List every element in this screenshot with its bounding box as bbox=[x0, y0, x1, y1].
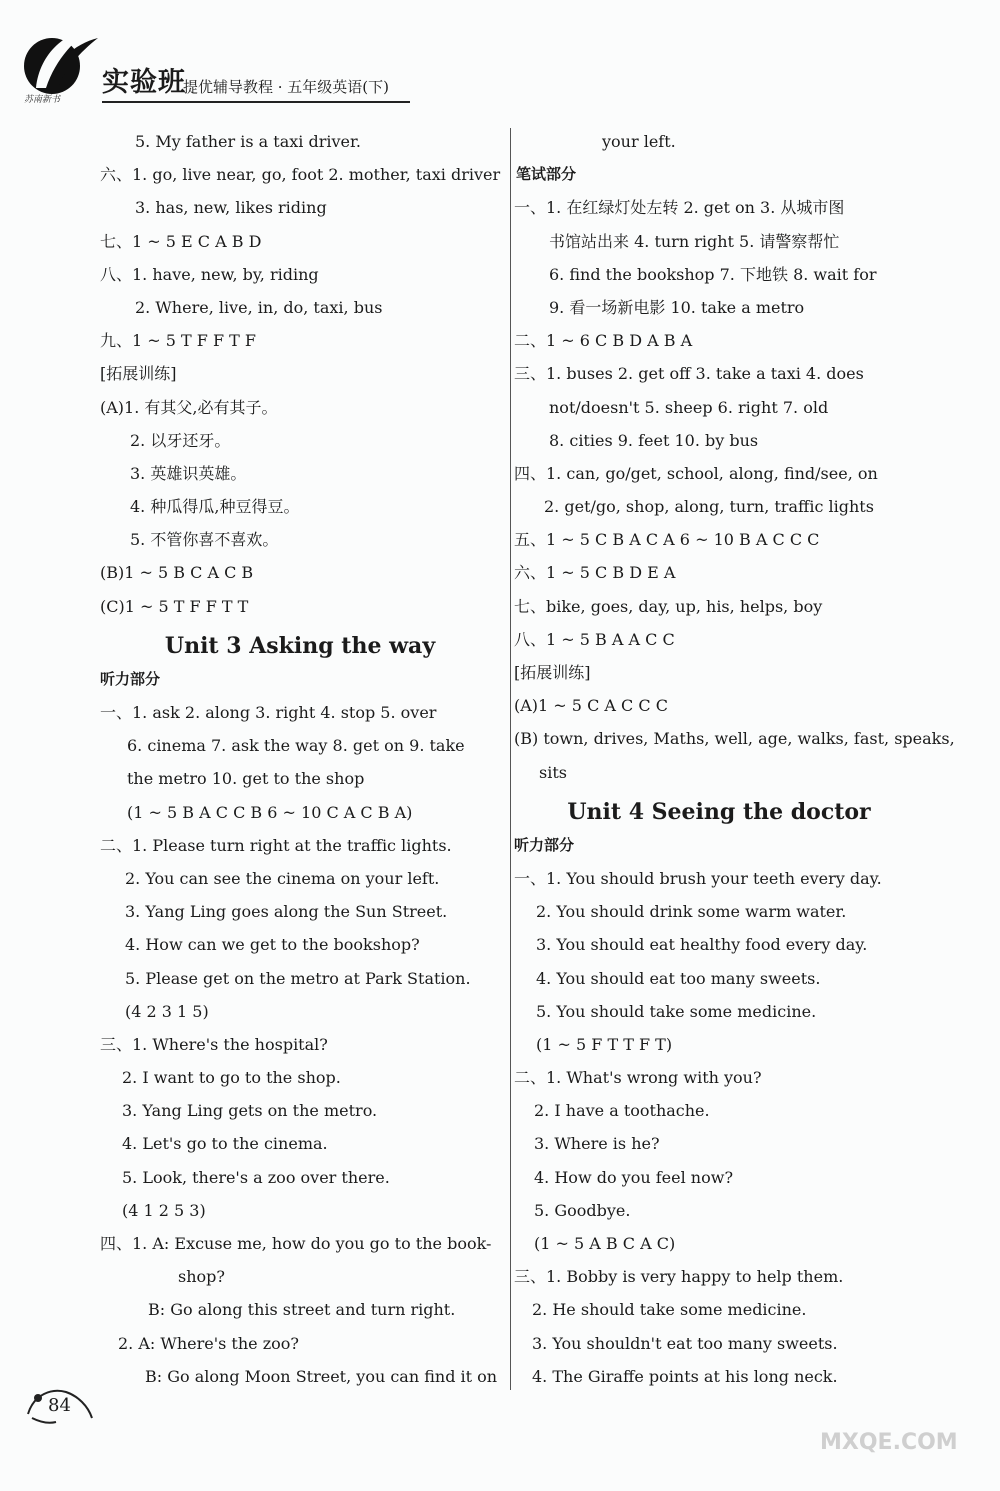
page-number: 84 bbox=[48, 1395, 71, 1416]
answer-line: 4. How can we get to the bookshop? bbox=[125, 935, 420, 955]
answer-line: 一、1. 在红绿灯处左转 2. get on 3. 从城市图 bbox=[514, 198, 845, 218]
answer-line: 九、1 ~ 5 T F F T F bbox=[100, 331, 257, 351]
watermark-text: MXQE.COM bbox=[820, 1430, 958, 1455]
answer-line: 2. A: Where's the zoo? bbox=[118, 1333, 299, 1353]
answer-line: 书馆站出来 4. turn right 5. 请警察帮忙 bbox=[549, 231, 840, 251]
answer-line: (A)1. 有其父,必有其子。 bbox=[100, 397, 278, 417]
answer-line: 一、1. ask 2. along 3. right 4. stop 5. over bbox=[100, 703, 437, 722]
answer-line: 4. How do you feel now? bbox=[534, 1167, 734, 1187]
answer-line: (B)1 ~ 5 B C A C B bbox=[100, 563, 254, 583]
answer-line: 三、1. buses 2. get off 3. take a taxi 4. does bbox=[514, 364, 864, 384]
answer-line: 3. Where is he? bbox=[534, 1134, 660, 1154]
answer-line: 4. 种瓜得瓜,种豆得豆。 bbox=[130, 497, 300, 517]
answer-line: 七、bike, goes, day, up, his, helps, boy bbox=[514, 596, 823, 616]
answer-line: 2. I have a toothache. bbox=[534, 1101, 710, 1121]
book-subtitle: 提优辅导教程 · 五年级英语(下) bbox=[183, 78, 390, 96]
answer-line: 6. find the bookshop 7. 下地铁 8. wait for bbox=[549, 264, 877, 284]
answer-line: 三、1. Where's the hospital? bbox=[100, 1034, 328, 1054]
answer-line: 5. My father is a taxi driver. bbox=[135, 132, 361, 151]
answer-line: B: Go along this street and turn right. bbox=[148, 1300, 456, 1320]
answer-line: 5. 不管你喜不喜欢。 bbox=[130, 530, 279, 550]
answer-line: 3. You shouldn't eat too many sweets. bbox=[532, 1333, 838, 1353]
answer-line: (1 ~ 5 B A C C B 6 ~ 10 C A C B A) bbox=[127, 802, 413, 822]
answer-line: 3. has, new, likes riding bbox=[135, 198, 327, 218]
answer-line: 2. You should drink some warm water. bbox=[536, 902, 847, 922]
answer-line: 2. get/go, shop, along, turn, traffic lights bbox=[544, 497, 874, 517]
answer-line: 五、1 ~ 5 C B A C A 6 ~ 10 B A C C C bbox=[514, 530, 820, 550]
unit-heading: Unit 3 Asking the way bbox=[164, 632, 436, 659]
answer-line: 4. Let's go to the cinema. bbox=[122, 1134, 328, 1154]
answer-line: 3. You should eat healthy food every day. bbox=[536, 935, 868, 955]
answer-line: 四、1. can, go/get, school, along, find/see, on bbox=[514, 463, 878, 483]
answer-line: 5. Please get on the metro at Park Station. bbox=[125, 968, 471, 988]
answer-line: (B) town, drives, Maths, well, age, walks, fast, speaks, bbox=[514, 729, 955, 749]
header-rule bbox=[102, 101, 410, 103]
answer-line: 六、1. go, live near, go, foot 2. mother, taxi driver bbox=[100, 165, 501, 185]
answer-line: 3. 英雄识英雄。 bbox=[130, 463, 247, 483]
answer-line: 4. You should eat too many sweets. bbox=[536, 968, 821, 988]
answer-line: [拓展训练] bbox=[100, 364, 177, 384]
answer-line: 2. Where, live, in, do, taxi, bus bbox=[135, 297, 383, 317]
brand-title: 实验班 bbox=[102, 67, 186, 98]
answer-line: 4. The Giraffe points at his long neck. bbox=[532, 1366, 838, 1386]
answer-line: 9. 看一场新电影 10. take a metro bbox=[549, 297, 805, 317]
answer-line: 5. Look, there's a zoo over there. bbox=[122, 1167, 390, 1187]
section-label: 笔试部分 bbox=[516, 165, 577, 184]
answer-line: 四、1. A: Excuse me, how do you go to the book- bbox=[100, 1234, 492, 1253]
section-label: 听力部分 bbox=[100, 669, 161, 688]
answer-line: 八、1 ~ 5 B A A C C bbox=[514, 629, 675, 649]
answer-line: 3. Yang Ling gets on the metro. bbox=[122, 1101, 378, 1121]
answer-line: not/doesn't 5. sheep 6. right 7. old bbox=[549, 397, 829, 417]
answer-line: 二、1 ~ 6 C B D A B A bbox=[514, 331, 693, 351]
answer-line: sits bbox=[539, 762, 567, 782]
right-column bbox=[514, 125, 955, 1393]
answer-line: 二、1. What's wrong with you? bbox=[514, 1068, 762, 1088]
answer-line: your left. bbox=[602, 132, 676, 151]
answer-line: 3. Yang Ling goes along the Sun Street. bbox=[125, 902, 448, 922]
column-divider bbox=[510, 128, 511, 1390]
answer-line: 5. You should take some medicine. bbox=[536, 1001, 817, 1021]
answer-line: 8. cities 9. feet 10. by bus bbox=[549, 430, 759, 450]
answer-line: (C)1 ~ 5 T F F T T bbox=[100, 596, 249, 616]
answer-line: (4 1 2 5 3) bbox=[122, 1200, 206, 1220]
answer-line: 六、1 ~ 5 C B D E A bbox=[514, 563, 676, 583]
answer-line: 2. I want to go to the shop. bbox=[122, 1068, 341, 1088]
answer-line: B: Go along Moon Street, you can find it on bbox=[145, 1366, 498, 1386]
answer-line: (1 ~ 5 F T T F T) bbox=[536, 1034, 673, 1054]
answer-line: 一、1. You should brush your teeth every day. bbox=[514, 868, 882, 888]
answer-line: the metro 10. get to the shop bbox=[127, 769, 365, 789]
page-header bbox=[0, 0, 1000, 120]
answer-line: 三、1. Bobby is very happy to help them. bbox=[514, 1267, 844, 1287]
answer-line: 5. Goodbye. bbox=[534, 1200, 631, 1220]
answer-line: (1 ~ 5 A B C A C) bbox=[534, 1234, 676, 1253]
answer-line: 八、1. have, new, by, riding bbox=[100, 264, 319, 284]
answer-line: 2. He should take some medicine. bbox=[532, 1300, 807, 1320]
left-column bbox=[100, 125, 500, 1393]
section-label: 听力部分 bbox=[514, 835, 575, 854]
answer-line: (A)1 ~ 5 C A C C C bbox=[514, 696, 668, 716]
answer-line: 二、1. Please turn right at the traffic lights. bbox=[100, 835, 452, 855]
unit-heading: Unit 4 Seeing the doctor bbox=[567, 798, 871, 825]
answer-line: 2. You can see the cinema on your left. bbox=[125, 868, 440, 888]
answer-line: 2. 以牙还牙。 bbox=[130, 430, 231, 450]
answer-line: 6. cinema 7. ask the way 8. get on 9. take bbox=[127, 736, 465, 756]
answer-line: shop? bbox=[178, 1267, 225, 1287]
answer-line: (4 2 3 1 5) bbox=[125, 1001, 209, 1021]
answer-line: [拓展训练] bbox=[514, 663, 591, 682]
logo-script: 苏南新书 bbox=[24, 95, 61, 105]
answer-line: 七、1 ~ 5 E C A B D bbox=[100, 231, 262, 251]
